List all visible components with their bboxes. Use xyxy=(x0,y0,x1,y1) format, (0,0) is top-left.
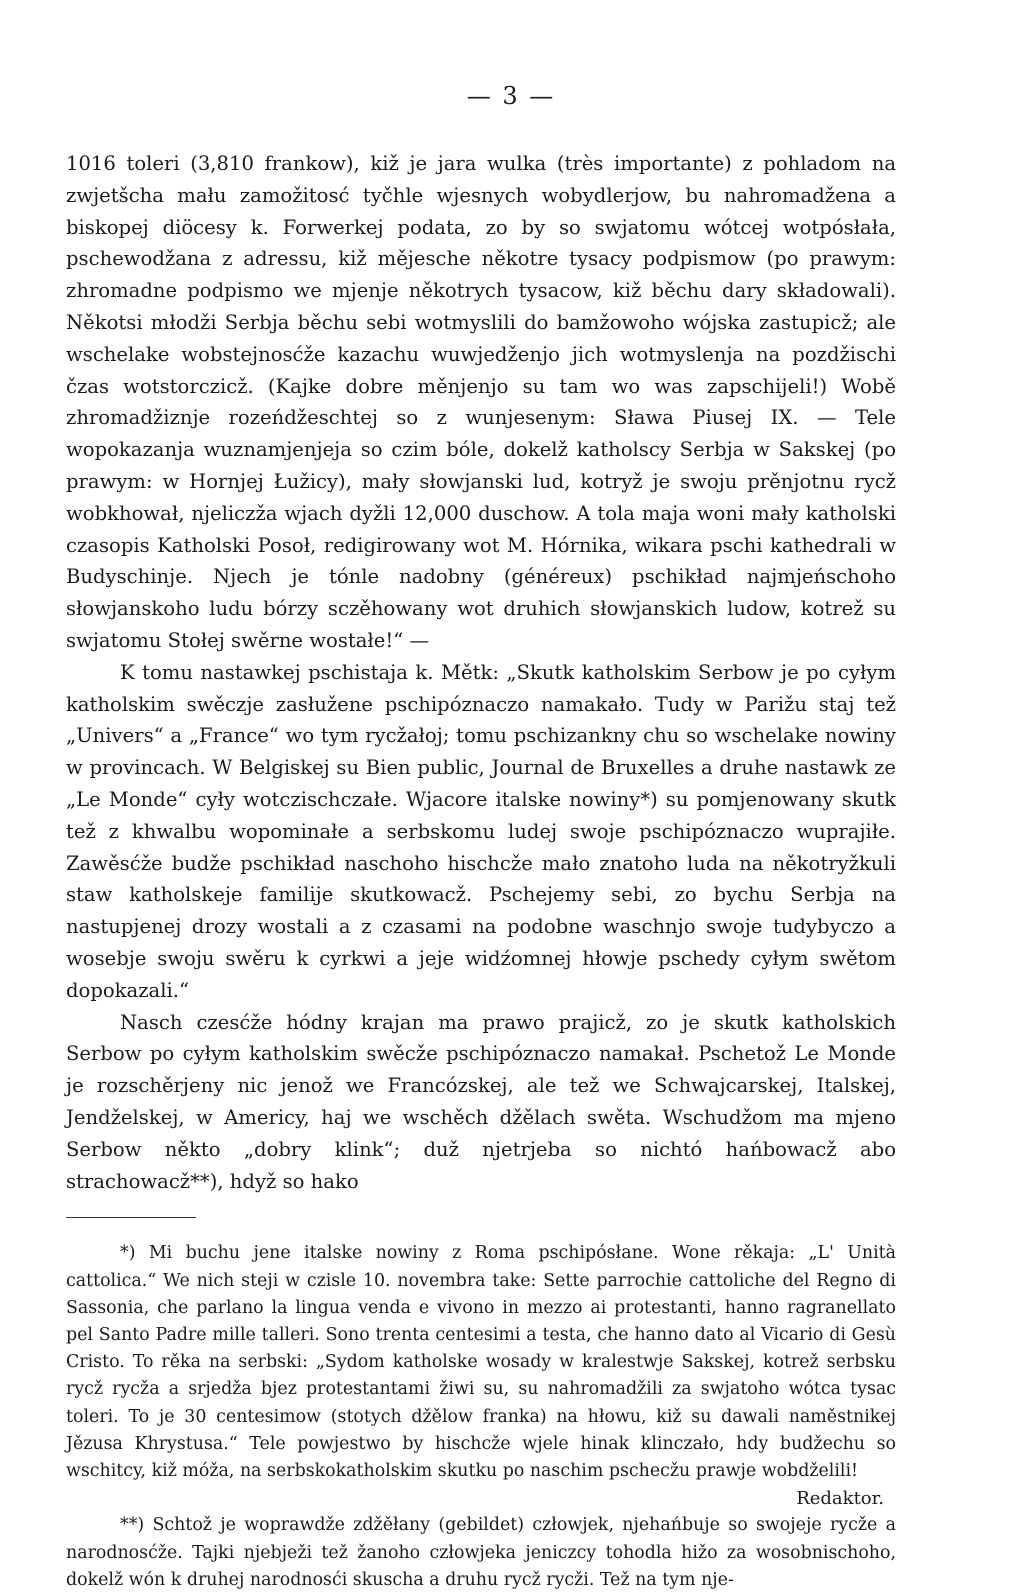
main-text xyxy=(66,148,896,1197)
page-number: — 3 — xyxy=(466,82,556,110)
paragraph-3: Nasch czesćže hódny krajan ma prawo prajicž, zo je skutk katholskich Serbow po cyłym katholskim swěcže pschipóznaczo namakał. Pschetož Le Monde je rozschěrjeny nic jenož we Francózskej, ale tež we Schwajcarskej, Italskej, Jendželskej, w Americy, haj we wschěch džělach swěta. Wschudžom ma mjeno Serbow někto „dobry klink“; duž njetrjeba so nichtó hańbowacž abo strachowacž**), hdyž so hako xyxy=(66,1010,896,1193)
footnote-divider xyxy=(66,1217,196,1218)
paragraph-2: K tomu nastawkej pschistaja k. Mětk: „Skutk katholskim Serbow je po cyłym katholskim swěczje zasłužene pschipóznaczo namakało. Tudy w Parižu staj tež „Univers“ a „France“ wo tym rycžałoj; tomu pschizankny chu so wschelake nowiny w provincach. W Belgiskej su Bien public, Journal de Bruxelles a druhe nastawk ze „Le Monde“ cyły wotczischczałe. Wjacore italske nowiny*) su pomjenowany skutk tež z khwalbu wopominałe a serbskomu ludej swoje pschipóznaczo wuprajiłe. Zawěsćže budže pschikład naschoho hischcže mało znatoho luda na někotryžkuli staw katholskeje familije skutkowacž. Pschejemy sebi, zo bychu Serbja na nastupjenej drozy wostali a z czasami na podobne waschnjo swoje tudybyczo a wosebje swoju swěru k cyrkwi a jeje widźomnej hłowje pschedy cyłym swětom dopokazali.“ xyxy=(66,660,896,1002)
footnote-1: *) Mi buchu jene italske nowiny z Roma pschipósłane. Wone rěkaja: „L' Unità cattolica.“ We nich steji w czisle 10. novembra take: Sette parrochie cattoliche del Regno di Sassonia, che parlano la lingua venda e vivono in mezzo ai protestanti, hanno ragranellato pel Santo Padre mille talleri. Sono trenta centesimi a testa, che hanno dato al Vicario di Gesù Cristo. To rěka na serbski: „Sydom katholske wosady w kralestwje Sakskej, kotrež serbsku rycž rycža a srjedža bjez protestantami žiwi su, su nahromadžili za swjatoho wótca tysac toleri. To je 30 centesimow (stotych džělow franka) na hłowu, kiž su dawali naměstnikej Jězusa Khrystusa.“ Tele powjestwo by hischcže wjele hinak klinczało, hdy budžechu so wschitcy, kiž móža, na serbskokatholskim skutku po naschim pschecžu prawje wobdželili! xyxy=(66,1243,896,1481)
footnote-2: **) Schtož je woprawdže zdžěłany (gebildet) człowjek, njehańbuje so swojeje rycže a narodnosćže. Tajki njebježi tež žanoho człowjeka jeniczcy tohodla hižo za wosobnischoho, dokelž wón k druhej narodnosći skuscha a druhu rycž rycži. Tež na tym nje- xyxy=(66,1515,896,1590)
paragraph-1: 1016 toleri (3,810 frankow), kiž je jara wulka (très importante) z pohladom na zwjetšcha mału zamožitosć tyčhle wjesnych wobydlerjow, bu nahromadžena a biskopej diöcesy k. Forwerkej podata, zo by so swjatomu wótcej wotpósłała, pschewodžana z adressu, kiž mějesche někotre tysacy podpismow (po prawym: zhromadne podpismo we mjenje někotrych tysacow, kiž běchu dary składowali). Někotsi młodži Serbja běchu sebi wotmyslili do bamžowoho wójska zastupicž; ale wschelake wobstejnosćže kazachu wuwjedženjo jich wotmyslenja na pozdžischi čzas wotstorczicž. (Kajke dobre měnjenjo su tam wo was zapschijeli!) Wobě zhromadžiznje rozeńdžeschtej so z wunjesenym: Sława Piusej IX. — Tele wopokazanja wuznamjenjeja so czim bóle, dokelž katholscy Serbja w Sakskej (po prawym: w Hornjej Łužicy), mały słowjanski lud, kotryž je swoju prěnjotnu rycž wobkhował, njeliczža wjach dyžli 12,000 duschow. A tola maja woni mały katholski czasopis Katholski Posoł, redigirowany wot M. Hórnika, wikara pschi kathedrali w Budyschinje. Njech je tónle nadobny (généreux) pschikład najmjeńschoho słowjanskoho ludu bórzy sczěhowany wot druhich słowjanskich ludow, kotrež su swjatomu Stołej swěrne wostałe!“ — xyxy=(66,152,896,652)
footnotes xyxy=(66,1240,896,1594)
footnote-signature: Redaktor. xyxy=(796,1488,884,1510)
